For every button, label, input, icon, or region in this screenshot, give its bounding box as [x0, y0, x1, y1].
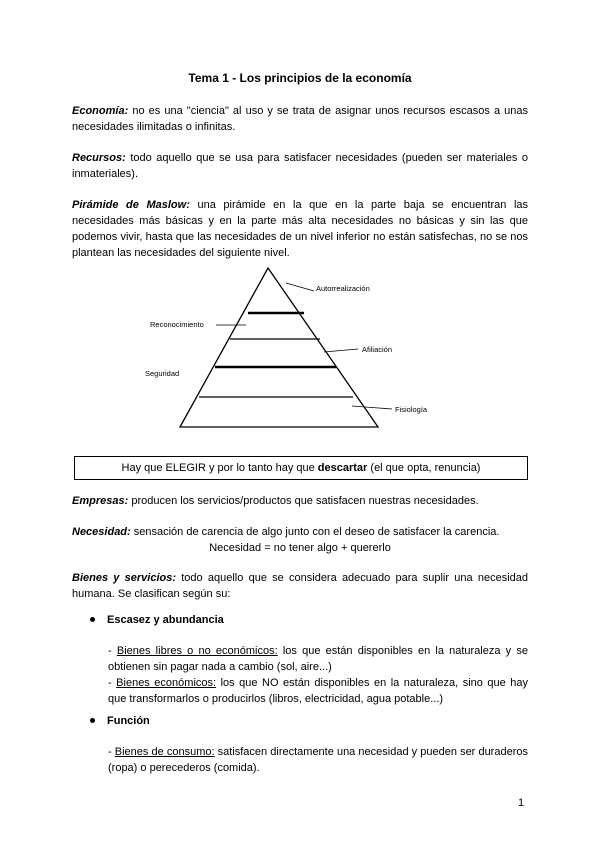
text-necesidad: sensación de carencia de algo junto con el deseo de satisfacer la carencia.	[130, 526, 500, 538]
term-empresas: Empresas:	[72, 495, 129, 507]
term-bienes-economicos: Bienes económicos:	[116, 677, 217, 689]
heading-funcion: Función	[107, 715, 150, 727]
bullet-escasez	[90, 612, 224, 628]
item-bienes-consumo	[108, 744, 528, 776]
pointer-autorrealizacion	[286, 283, 314, 291]
item-bienes-libres	[108, 643, 528, 675]
text-economia: no es una "ciencia" al uso y se trata de asignar unos recursos escasos a unas necesidades ilimitadas o infinitas.	[72, 105, 528, 133]
box-text-post: (el que opta, renuncia)	[367, 462, 481, 474]
term-economia: Economía:	[72, 105, 129, 117]
bullet-funcion	[90, 713, 150, 729]
label-seguridad: Seguridad	[145, 369, 180, 378]
heading-escasez: Escasez y abundancia	[107, 614, 224, 626]
necesidad-formula: Necesidad = no tener algo + quererlo	[209, 542, 391, 554]
term-recursos: Recursos:	[72, 152, 126, 164]
bullet-dot-icon	[90, 718, 95, 723]
dash-consumo: -	[108, 746, 115, 758]
definition-necesidad	[72, 524, 528, 540]
dash-libres: -	[108, 645, 117, 657]
label-autorrealizacion: Autorrealización	[316, 284, 370, 293]
label-reconocimiento: Reconocimiento	[150, 320, 204, 329]
term-bienes: Bienes y servicios:	[72, 572, 177, 584]
term-bienes-libres: Bienes libres o no económicos:	[116, 645, 278, 657]
term-bienes-consumo: Bienes de consumo:	[114, 746, 215, 758]
label-fisiologia: Fisiología	[395, 405, 428, 414]
text-bienes-consumo: satisfacen directamente una necesidad y pueden ser duraderos (ropa) o perecederos (comida).	[108, 746, 528, 774]
dash-economicos: -	[108, 677, 117, 689]
text-maslow: una pirámide en la que en la parte baja se encuentran las necesidades más básicas y en la parte más alta necesidades no básicas y sin las que podemos vivir, hasta que las necesidades de un nivel inferior no están satisfechas, no se nos plantean las necesidades del siguiente nivel.	[72, 199, 528, 259]
box-text-pre: Hay que ELEGIR y por lo tanto hay que	[121, 462, 318, 474]
highlight-box	[74, 456, 528, 480]
text-bienes-economicos: los que NO están disponibles en la naturaleza, sino que hay que transformarlos o producirlos (libros, electricidad, agua potable...)	[108, 677, 528, 705]
text-bienes-libres: los que están disponibles en la naturaleza y se obtienen sin pagar nada a cambio (sol, aire...)	[108, 645, 528, 673]
term-maslow: Pirámide de Maslow:	[72, 199, 190, 211]
term-necesidad: Necesidad:	[72, 526, 131, 538]
item-bienes-economicos	[108, 675, 528, 707]
text-empresas: producen los servicios/productos que satisfacen nuestras necesidades.	[128, 495, 479, 507]
page-number: 1	[518, 797, 525, 809]
bullet-dot-icon	[90, 617, 95, 622]
label-afiliacion: Afiliación	[362, 345, 393, 354]
definition-empresas	[72, 493, 528, 509]
text-bienes: todo aquello que se considera adecuado para suplir una necesidad humana. Se clasifican según su:	[72, 572, 528, 600]
pointer-afiliacion	[324, 349, 358, 352]
text-recursos: todo aquello que se usa para satisfacer necesidades (pueden ser materiales o inmateriales).	[72, 152, 528, 180]
box-text-bold: descartar	[317, 462, 368, 474]
definition-bienes	[72, 570, 528, 602]
pointer-fisiologia	[352, 406, 392, 409]
page-title: Tema 1 - Los principios de la economía	[188, 71, 412, 85]
